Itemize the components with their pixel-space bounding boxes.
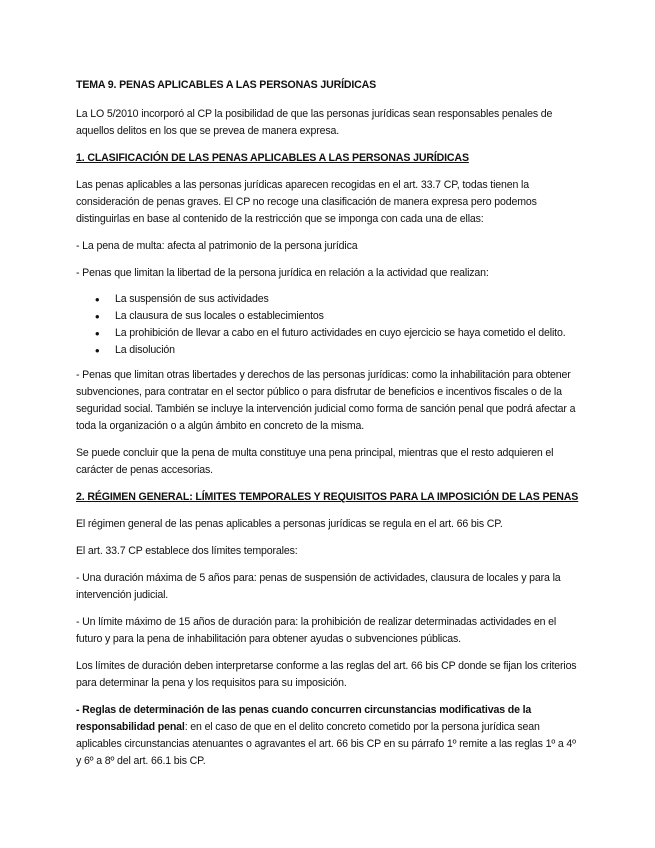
section-2-heading: 2. RÉGIMEN GENERAL: LÍMITES TEMPORALES Y REQUISITOS PARA LA IMPOSICIÓN DE LAS PENAS xyxy=(76,491,579,503)
section-2-paragraph-4: - Un límite máximo de 15 años de duración para: la prohibición de realizar determinadas actividades en el futuro y para la pena de inhabilitación para obtener ayudas o subvenciones públicas. xyxy=(76,616,557,645)
section-2-paragraph-1: El régimen general de las penas aplicables a personas jurídicas se regula en el art. 66 bis CP. xyxy=(76,518,503,530)
list-item: • La prohibición de llevar a cabo en el futuro actividades en cuyo ejercicio se haya cometido el delito. xyxy=(115,325,581,342)
section-2-paragraph-6 xyxy=(76,702,581,770)
list-item: • La disolución xyxy=(115,342,581,359)
section-1-paragraph-1: Las penas aplicables a las personas jurídicas aparecen recogidas en el art. 33.7 CP, todas tienen la consideración de penas graves. El CP no recoge una clasificación de manera expresa pero podemos distinguirlas en base al contenido de la restricción que se imponga con cada una de ellas: xyxy=(76,179,537,225)
list-item: • La suspensión de sus actividades xyxy=(115,291,581,308)
section-1-heading: 1. CLASIFICACIÓN DE LAS PENAS APLICABLES A LAS PERSONAS JURÍDICAS xyxy=(76,152,469,164)
section-1-paragraph-5: Se puede concluir que la pena de multa constituye una pena principal, mientras que el resto adquieren el carácter de penas accesorias. xyxy=(76,447,554,476)
section-1-paragraph-3: - Penas que limitan la libertad de la persona jurídica en relación a la actividad que realizan: xyxy=(76,267,489,279)
rules-heading-bold: - Reglas de determinación de las penas cuando concurren circunstancias modificativas de la responsabilidad penal xyxy=(76,704,532,733)
section-2-paragraph-3: - Una duración máxima de 5 años para: penas de suspensión de actividades, clausura de locales y para la intervención judicial. xyxy=(76,572,561,601)
section-1-paragraph-4: - Penas que limitan otras libertades y derechos de las personas jurídicas: como la inhabilitación para obtener subvenciones, para contratar en el sector público o para disfrutar de beneficios e incentivos fiscales o de la seguridad social. También se incluye la intervención judicial como forma de sanción penal que podrá afectar a toda la organización o a algún ámbito en concreto de la misma. xyxy=(76,369,576,432)
list-item: • La clausura de sus locales o establecimientos xyxy=(115,308,581,325)
section-2-paragraph-2: El art. 33.7 CP establece dos límites temporales: xyxy=(76,545,298,557)
section-2-paragraph-5: Los límites de duración deben interpretarse conforme a las reglas del art. 66 bis CP donde se fijan los criterios para determinar la pena y los requisitos para su imposición. xyxy=(76,660,577,689)
intro-paragraph: La LO 5/2010 incorporó al CP la posibilidad de que las personas jurídicas sean responsables penales de aquellos delitos en los que se prevea de manera expresa. xyxy=(76,108,553,137)
document-title: TEMA 9. PENAS APLICABLES A LAS PERSONAS JURÍDICAS xyxy=(76,79,377,91)
rules-text: : en el caso de que en el delito concreto cometido por la persona jurídica sean aplicables circunstancias atenuantes o agravantes el art. 66 bis CP en su párrafo 1º remite a las reglas 1º a 4º y 6º a 8º del art. 66.1 bis CP. xyxy=(76,721,576,767)
section-1-paragraph-2: - La pena de multa: afecta al patrimonio de la persona jurídica xyxy=(76,240,358,252)
penalty-list xyxy=(76,291,581,359)
document-body xyxy=(76,77,581,780)
